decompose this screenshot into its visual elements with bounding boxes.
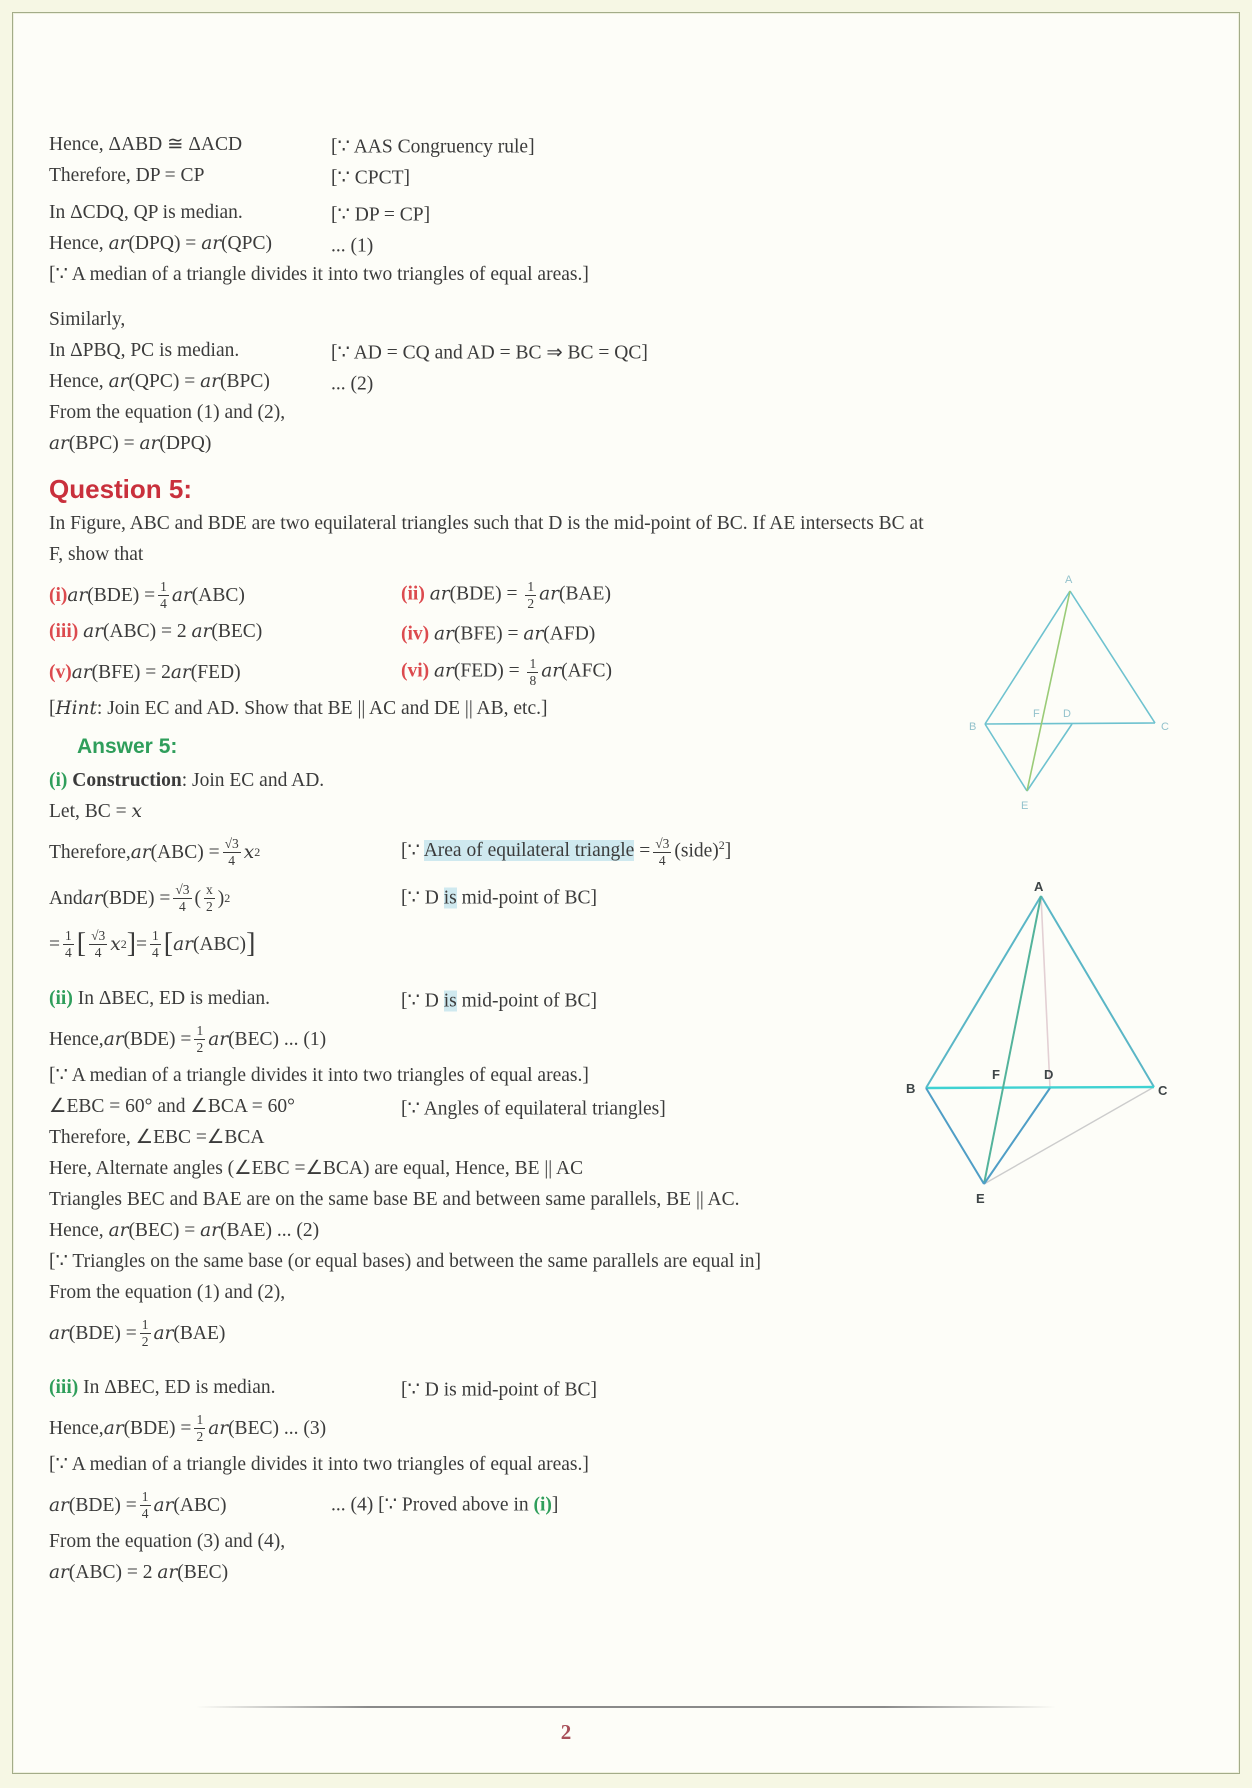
line-left-part — [49, 1375, 275, 1400]
math-segment: ar — [83, 621, 103, 642]
line-left-part: Therefore, ar (ABC) = $\frac{√3}{4}$ x 2 — [49, 836, 261, 868]
text-segment: (BFE) = — [453, 623, 524, 644]
line-reason-part — [401, 1377, 597, 1402]
text-segment: ) — [217, 887, 225, 909]
text-segment: Hence, ΔABD ≅ ΔACD — [49, 134, 243, 155]
math-segment: ar — [103, 1028, 124, 1050]
text-segment: (BAE) — [558, 583, 611, 605]
fraction: $\frac{√3}{4}$ — [224, 836, 239, 868]
edge-AB — [985, 591, 1070, 724]
vertex-label-a: A — [1034, 881, 1044, 894]
page-footer — [13, 1706, 1239, 1745]
text-segment: (ABC) — [191, 584, 245, 606]
text-segment: [∵ A median of a triangle divides it into two triangles of equal areas.] — [49, 1065, 589, 1086]
text-segment: (BEC) ... (1) — [228, 1028, 327, 1050]
text-segment: F, show that — [49, 544, 144, 565]
edge-BC — [985, 723, 1155, 724]
line-left-part — [49, 1529, 285, 1554]
math-segment: ar — [153, 1322, 174, 1344]
math-segment: ar — [208, 1028, 229, 1050]
question-figure-diagram — [965, 569, 1179, 821]
text-segment: [∵ D — [401, 887, 444, 909]
math-segment: ar — [71, 661, 92, 683]
line-reason-part — [401, 657, 612, 687]
math-segment: x — [131, 801, 142, 822]
text-segment: ( — [194, 887, 202, 909]
vertex-label-d: D — [1044, 1067, 1054, 1082]
line-median-cdq — [49, 199, 1069, 230]
text-segment: Hence, — [49, 1028, 104, 1050]
page-number: 2 — [560, 1720, 572, 1744]
text-segment: [∵ A median of a triangle divides it into two triangles of equal areas.] — [49, 1454, 589, 1475]
line-cpct — [49, 162, 1069, 193]
answer-marker: (ii) — [49, 988, 78, 1009]
edge-BE — [926, 1088, 984, 1184]
text-segment: [∵ AD = CQ and AD = BC ⇒ BC = QC] — [331, 342, 648, 363]
text-segment: In ΔBEC, ED is median. — [83, 1377, 276, 1398]
fraction: $\frac{1}{2}$ — [141, 1317, 149, 1349]
line-left-part — [49, 231, 272, 256]
item-marker: (i) — [49, 584, 68, 606]
text-segment: Therefore, DP = CP — [49, 165, 205, 186]
line-left-part — [49, 660, 241, 685]
line-reason-part — [401, 886, 597, 911]
bold-segment: Construction — [72, 770, 182, 791]
line-left-part — [49, 1063, 589, 1088]
math-segment: ar — [434, 623, 454, 644]
text-segment: (AFD) — [543, 623, 596, 644]
line-left-part — [49, 1218, 319, 1243]
line-reason-part — [401, 988, 597, 1013]
vertex-label-e: E — [976, 1191, 985, 1206]
question-text-2 — [49, 541, 1069, 572]
text-segment: (BDE) = — [102, 887, 171, 909]
text-segment: (ABC) = 2 — [103, 621, 192, 642]
vertex-label-a: A — [1065, 574, 1073, 586]
math-segment: ar — [130, 841, 151, 863]
question-text-1 — [49, 510, 1069, 541]
text-segment: Therefore, ∠EBC =∠BCA — [49, 1127, 265, 1148]
text-segment: (BFE) = 2 — [91, 661, 171, 683]
line-left-part — [49, 262, 589, 287]
math-segment: ar — [171, 584, 192, 606]
item-marker: (iii) — [49, 621, 84, 642]
math-segment: ar — [200, 371, 220, 392]
line-reason-part — [401, 621, 595, 646]
text-segment: From the equation (3) and (4), — [49, 1531, 286, 1552]
text-segment: [∵ — [401, 840, 424, 862]
line-reason-part — [331, 202, 430, 227]
line-reason-part — [331, 340, 648, 365]
line-left-part — [49, 696, 547, 721]
text-segment: [ — [49, 698, 56, 719]
text-segment: (BAE) — [173, 1322, 226, 1344]
answer-marker: (i) — [533, 1494, 552, 1516]
fraction: $\frac{1}{4}$ — [160, 579, 167, 611]
math-segment: ar — [200, 1220, 220, 1241]
ans-ii-result — [49, 1310, 1069, 1356]
text-segment: [∵ CPCT] — [331, 167, 411, 188]
text-segment: [∵ Triangles on the same base (or equal bases) and between the same parallels are equal in] — [49, 1251, 761, 1272]
text-segment: From the equation (1) and (2), — [49, 402, 286, 423]
line-left-part — [49, 619, 262, 644]
line-reason-part — [331, 371, 373, 396]
text-segment: In ΔBEC, ED is median. — [77, 988, 271, 1009]
math-segment: ar — [191, 621, 212, 642]
text-segment: (BEC) ... (3) — [228, 1417, 327, 1439]
text-segment: Triangles BEC and BAE are on the same base BE and between same parallels, BE || AC. — [49, 1189, 740, 1210]
line-left-part — [49, 1094, 295, 1119]
hint-line — [49, 695, 1069, 726]
line-left-part — [49, 163, 204, 188]
text-segment: ... (1) — [331, 235, 374, 256]
line-left-part — [49, 307, 125, 332]
line-left-part: = $\frac{1}{4}$ [ $\frac{√3}{4}$ x 2 ] = $\frac{1}{4}$ [ ar (ABC) ] — [49, 928, 256, 960]
ans-iii-median — [49, 1374, 1069, 1405]
edge-AD — [1041, 896, 1050, 1088]
line-left-part — [49, 1125, 264, 1150]
text-segment: (ABC) = — [150, 841, 220, 863]
item-marker: (ii) — [401, 583, 430, 605]
text-segment: (DPQ) — [159, 433, 212, 454]
text-segment: Let, BC = — [49, 801, 132, 822]
math-segment: ar — [139, 433, 160, 454]
text-segment: In ΔCDQ, QP is median. — [49, 202, 243, 223]
item-marker: (iv) — [401, 623, 435, 644]
vertex-label-b: B — [906, 1081, 916, 1096]
line-left-part — [49, 1490, 226, 1520]
superscript: 2 — [718, 837, 725, 852]
question-section — [49, 510, 1069, 726]
text-segment: (DPQ) = — [128, 233, 202, 254]
line-median-rule — [49, 261, 1069, 292]
edge-AC — [1070, 591, 1155, 723]
text-segment: (QPC) — [221, 233, 272, 254]
line-congruency — [49, 131, 1069, 162]
edge-AE — [1027, 591, 1070, 791]
text-segment: (BDE) = — [449, 583, 523, 605]
line-eq2 — [49, 368, 1069, 399]
line-left-part — [49, 1413, 326, 1443]
text-segment: = — [634, 840, 651, 862]
text-segment: In ΔPBQ, PC is median. — [49, 340, 240, 361]
line-left-part — [49, 132, 242, 157]
text-segment: [∵ AAS Congruency rule] — [331, 136, 535, 157]
answer-marker: (i) — [49, 770, 73, 791]
text-segment: And — [49, 887, 83, 909]
vertex-label-f: F — [992, 1067, 1000, 1082]
line-left-part — [49, 1249, 761, 1274]
text-segment: Hence, — [49, 1417, 104, 1439]
line-left-part — [49, 1024, 326, 1054]
edge-BC — [926, 1087, 1154, 1088]
text-segment: Hence, — [49, 1220, 109, 1241]
line-left-part — [49, 542, 143, 567]
text-segment: (BPC) — [219, 371, 270, 392]
ans-iii-eq4 — [49, 1482, 1069, 1528]
math-segment: ar — [208, 1417, 229, 1439]
line-left-part — [49, 799, 142, 824]
line-left-part — [49, 580, 245, 610]
text-segment: (FED) — [190, 661, 241, 683]
ans-iii-result — [49, 1559, 1069, 1590]
math-segment: ar — [434, 660, 454, 682]
vertex-label-c: C — [1161, 721, 1169, 733]
text-segment: (ABC) — [192, 933, 247, 955]
ans-let — [49, 798, 1069, 829]
vertex-label-e: E — [1021, 800, 1029, 812]
text-segment: (QPC) = — [128, 371, 201, 392]
line-left-part — [49, 1187, 740, 1212]
math-segment: ar — [157, 1562, 178, 1583]
fraction: $\frac{1}{4}$ — [65, 928, 72, 960]
math-segment: ar — [523, 623, 544, 644]
highlight-segment: is — [443, 887, 457, 909]
ans-ii-base-rule — [49, 1248, 1069, 1279]
text-segment: (BDE) = — [123, 1417, 192, 1439]
item-iii-iv — [49, 618, 1069, 649]
line-left-part — [49, 431, 211, 456]
text-segment: ] — [724, 840, 732, 862]
math-segment: Hint — [55, 698, 97, 719]
text-segment: (BEC) — [177, 1562, 229, 1583]
text-segment: (BEC) — [211, 621, 263, 642]
math-segment: ar — [49, 1494, 69, 1516]
text-segment: From the equation (1) and (2), — [49, 1282, 286, 1303]
text-segment: (BDE) = — [87, 584, 156, 606]
line-reason-part — [401, 1096, 666, 1121]
highlight-segment: is — [443, 990, 457, 1011]
math-segment: ar — [103, 1417, 124, 1439]
line-from-eq — [49, 399, 1069, 430]
line-result — [49, 430, 1069, 461]
text-segment: Hence, — [49, 233, 109, 254]
math-segment: ar — [429, 583, 450, 605]
ans-iii-from — [49, 1528, 1069, 1559]
page-sheet — [12, 12, 1240, 1774]
answer-figure-diagram — [906, 881, 1186, 1211]
text-segment: (BPC) = — [68, 433, 140, 454]
fraction: $\frac{1}{8}$ — [529, 656, 537, 688]
text-segment: : Join EC and AD. Show that BE || AC and DE || AB, etc.] — [96, 698, 548, 719]
math-segment: ar — [541, 660, 562, 682]
line-left-part — [49, 1452, 589, 1477]
fraction: $\frac{1}{2}$ — [527, 579, 535, 611]
line-left-part — [49, 768, 324, 793]
fraction: $\frac{1}{4}$ — [152, 928, 159, 960]
text-segment: [∵ DP = CP] — [331, 204, 431, 225]
line-reason-part — [401, 837, 731, 867]
text-segment: mid-point of BC] — [456, 990, 598, 1011]
math-segment: ar — [108, 1220, 129, 1241]
text-segment: = — [136, 933, 148, 955]
answer-5-heading: Answer 5: — [77, 735, 178, 758]
item-v-vi — [49, 649, 1069, 695]
math-segment: x — [110, 933, 121, 955]
math-segment: ar — [108, 233, 129, 254]
vertex-label-f: F — [1033, 708, 1040, 720]
text-segment: Therefore, — [49, 841, 131, 863]
fraction: $\frac{√3}{4}$ — [175, 882, 190, 914]
fraction: $\frac{1}{2}$ — [196, 1412, 204, 1444]
fraction: $\frac{x}{2}$ — [206, 882, 213, 914]
line-left-part: And ar (BDE) = $\frac{√3}{4}$ ( $\frac{x}{2}$ ) 2 — [49, 882, 231, 914]
page-content — [49, 131, 1069, 1590]
fraction: $\frac{1}{4}$ — [141, 1489, 149, 1521]
ans-iii-median-rule — [49, 1451, 1069, 1482]
fraction: $\frac{1}{2}$ — [196, 1023, 204, 1055]
line-left-part — [49, 400, 285, 425]
ans-i-construction — [49, 767, 1069, 798]
vertex-label-b: B — [969, 721, 977, 733]
line-reason-part — [401, 580, 611, 610]
edge-AC — [1041, 896, 1154, 1087]
line-reason-part — [331, 134, 535, 159]
text-segment: (ABC) = 2 — [68, 1562, 158, 1583]
line-left-part — [49, 511, 924, 536]
line-similarly — [49, 306, 1069, 337]
text-segment: ... (4) [∵ Proved above in — [331, 1494, 534, 1516]
text-segment: ∠EBC = 60° and ∠BCA = 60° — [49, 1096, 295, 1117]
text-segment: (side) — [674, 840, 719, 862]
line-left-part — [49, 1280, 285, 1305]
line-reason-part — [331, 1493, 558, 1518]
text-segment: [∵ Angles of equilateral triangles] — [401, 1098, 666, 1119]
text-segment: Hence, — [49, 371, 109, 392]
math-segment: ar — [67, 584, 88, 606]
math-segment: x — [243, 841, 255, 863]
vertex-label-c: C — [1158, 1083, 1168, 1098]
line-left-part — [49, 338, 239, 363]
math-segment: ar — [49, 1322, 69, 1344]
text-segment: (BDE) = — [68, 1322, 137, 1344]
text-segment: : Join EC and AD. — [181, 770, 325, 791]
line-reason-part — [331, 165, 410, 190]
text-segment: (BAE) ... (2) — [219, 1220, 320, 1241]
math-segment: ar — [173, 933, 193, 955]
edge-BE — [985, 724, 1027, 791]
math-segment: ar — [170, 661, 191, 683]
text-segment: (BDE) = — [123, 1028, 192, 1050]
text-segment: (BDE) = — [68, 1494, 137, 1516]
line-left-part — [49, 1156, 583, 1181]
line-left-part — [49, 200, 243, 225]
line-median-pbq — [49, 337, 1069, 368]
text-segment: In Figure, ABC and BDE are two equilateral triangles such that D is the mid-point of BC. If AE intersects BC at — [49, 513, 924, 534]
edge-AB — [926, 896, 1041, 1088]
text-segment: ... (2) — [331, 373, 374, 394]
item-i-ii — [49, 572, 1069, 618]
text-segment: Similarly, — [49, 309, 126, 330]
math-segment: ar — [82, 887, 103, 909]
text-segment: (ABC) — [173, 1494, 227, 1516]
math-segment: ar — [108, 371, 129, 392]
line-left-part — [49, 986, 270, 1011]
item-marker: (vi) — [401, 660, 435, 682]
line-reason-part — [331, 233, 373, 258]
text-segment: (BEC) = — [128, 1220, 201, 1241]
line-left-part — [49, 369, 270, 394]
text-segment: ] — [551, 1494, 559, 1516]
text-segment: (AFC) — [561, 660, 613, 682]
line-left-part — [49, 1318, 225, 1348]
text-segment: [∵ A median of a triangle divides it into two triangles of equal areas.] — [49, 264, 589, 285]
fraction: $\frac{√3}{4}$ — [655, 836, 670, 868]
ans-ar-abc — [49, 829, 1069, 875]
text-segment: = — [49, 933, 60, 955]
line-left-part — [49, 1560, 228, 1585]
fraction: $\frac{√3}{4}$ — [91, 928, 106, 960]
item-marker: (v) — [49, 661, 72, 683]
proof-section — [49, 131, 1069, 461]
text-segment: [∵ D — [401, 990, 444, 1011]
footer-divider-line — [196, 1706, 1056, 1708]
edge-EC — [984, 1087, 1154, 1184]
math-segment: ar — [201, 233, 222, 254]
answer-marker: (iii) — [49, 1377, 84, 1398]
line-eq1 — [49, 230, 1069, 261]
math-segment: ar — [49, 433, 69, 454]
math-segment: ar — [153, 1494, 174, 1516]
text-segment: Here, Alternate angles (∠EBC =∠BCA) are equal, Hence, BE || AC — [49, 1158, 584, 1179]
ans-iii-eq3 — [49, 1405, 1069, 1451]
highlight-segment: Area of equilateral triangle — [423, 840, 635, 862]
ans-ii-eq2 — [49, 1217, 1069, 1248]
vertex-label-d: D — [1063, 708, 1071, 720]
text-segment: (FED) = — [453, 660, 525, 682]
question-5-heading: Question 5: — [49, 474, 193, 504]
math-segment: ar — [49, 1562, 69, 1583]
ans-ii-from — [49, 1279, 1069, 1310]
math-segment: ar — [539, 583, 559, 605]
text-segment: mid-point of BC] — [456, 887, 598, 909]
text-segment: [∵ D is mid-point of BC] — [401, 1379, 598, 1400]
